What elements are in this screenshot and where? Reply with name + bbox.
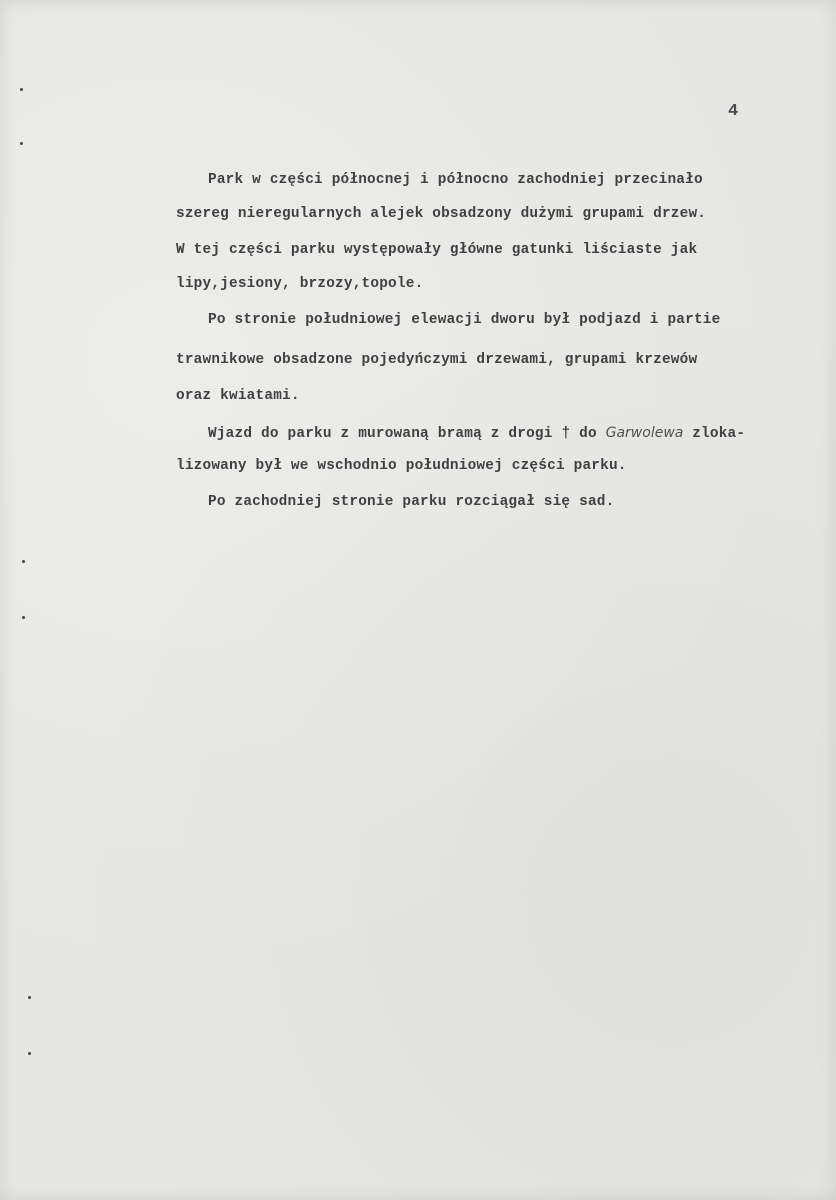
- scan-speck: [22, 560, 25, 563]
- text-line: lipy,jesiony, brzozy,topole.: [176, 276, 424, 292]
- text-segment: Wjazd do parku z murowaną bramą z drogi: [208, 426, 562, 442]
- scan-speck: [22, 616, 25, 619]
- scan-speck: [20, 142, 23, 145]
- scan-speck: [28, 996, 31, 999]
- text-line: trawnikowe obsadzone pojedyńczymi drzewami, grupami krzewów: [176, 352, 698, 368]
- scan-speck: [28, 1052, 31, 1055]
- text-line: Park w części północnej i północno zachodniej przecinało: [208, 172, 703, 188]
- scan-speck: [20, 88, 23, 91]
- page-number: 4: [728, 102, 739, 121]
- handwritten-mark: † do: [561, 426, 597, 442]
- handwritten-word: Garwolewa: [605, 425, 684, 441]
- text-line: W tej części parku występowały główne gatunki liściaste jak: [176, 242, 698, 258]
- text-line: Po zachodniej stronie parku rozciągał się sad.: [208, 494, 615, 510]
- text-segment: zloka-: [683, 426, 746, 442]
- text-line: szereg nieregularnych alejek obsadzony dużymi grupami drzew.: [176, 206, 707, 222]
- text-line-with-handwriting: [208, 425, 745, 442]
- text-line: lizowany był we wschodnio południowej części parku.: [176, 458, 627, 474]
- text-line: Po stronie południowej elewacji dworu był podjazd i partie: [208, 312, 721, 328]
- text-line: oraz kwiatami.: [176, 388, 300, 404]
